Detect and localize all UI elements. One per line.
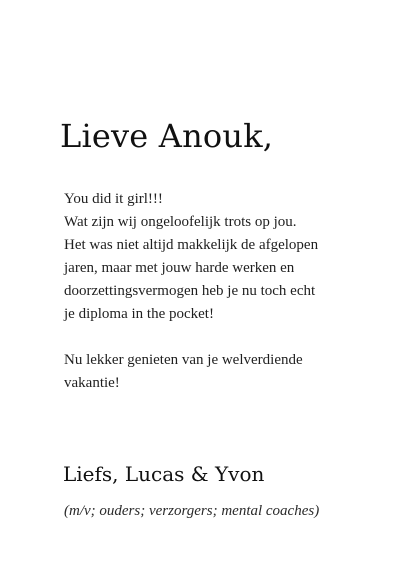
- message-body: [64, 188, 384, 395]
- signoff-subline: (m/v; ouders; verzorgers; mental coaches): [64, 503, 320, 519]
- message-line: Wat zijn wij ongeloofelijk trots op jou.: [64, 214, 297, 230]
- message-line: doorzettingsvermogen heb je nu toch echt: [64, 283, 316, 299]
- signoff: Liefs, Lucas & Yvon: [63, 462, 265, 486]
- message-line: You did it girl!!!: [64, 191, 163, 207]
- message-line: Nu lekker genieten van je welverdiende: [64, 352, 303, 368]
- greeting-heading: Lieve Anouk,: [60, 117, 274, 155]
- message-line: je diploma in the pocket!: [64, 306, 214, 322]
- message-line: vakantie!: [64, 375, 120, 391]
- paragraph-gap: [64, 326, 384, 349]
- message-line: Het was niet altijd makkelijk de afgelopen: [64, 237, 319, 253]
- message-line: jaren, maar met jouw harde werken en: [64, 260, 295, 276]
